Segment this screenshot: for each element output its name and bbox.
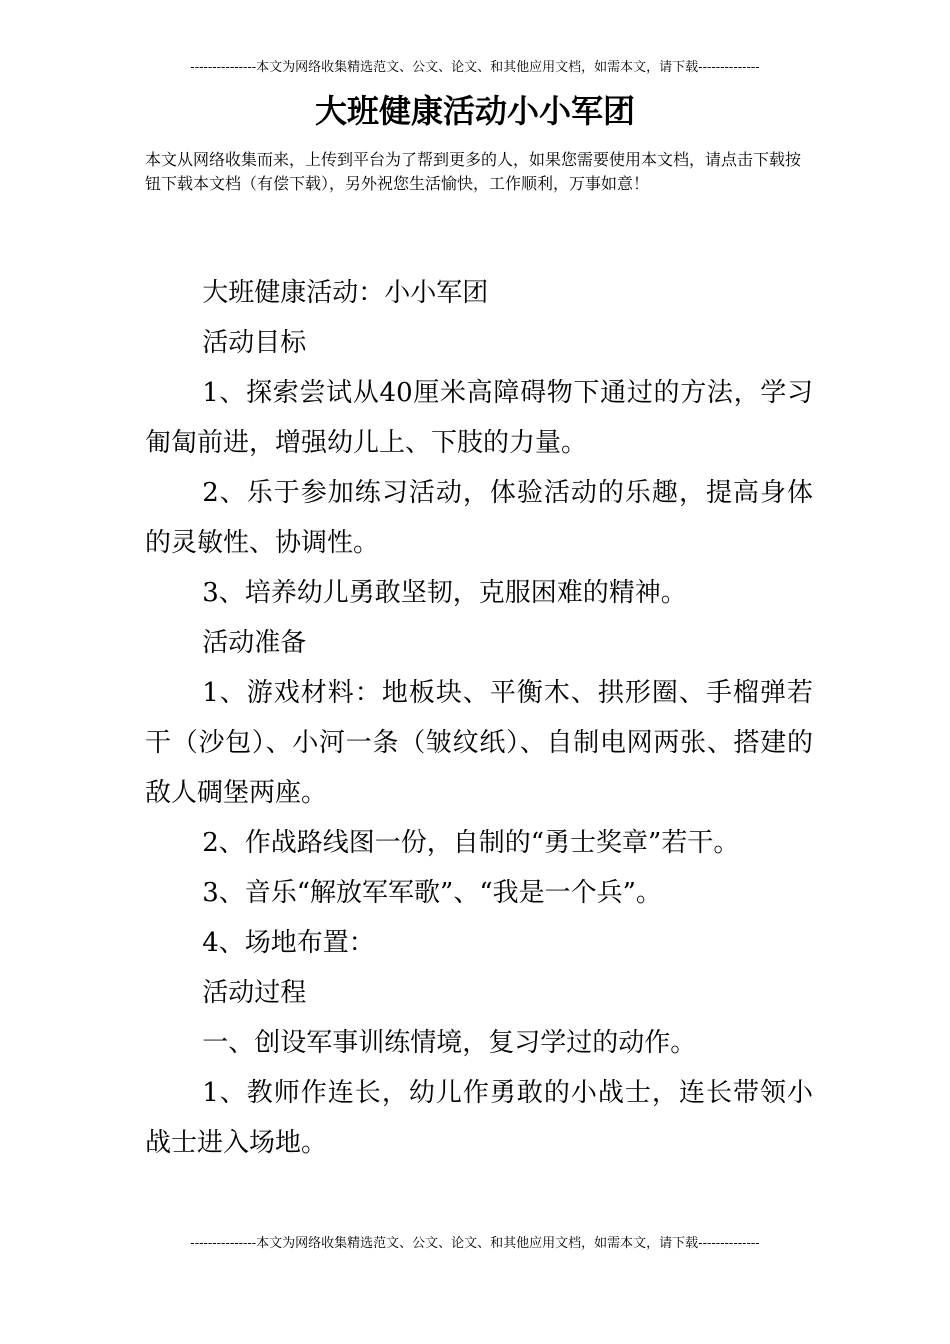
preparation-item-3: 3、音乐“解放军军歌”、“我是一个兵”。 xyxy=(202,878,662,908)
section-heading-goals: 活动目标 xyxy=(202,328,307,358)
page-footer-banner: ---------------本文为网络收集精选范文、公文、论文、和其他应用文档，如需本文，请下载-------------- xyxy=(190,1236,760,1251)
process-item-1: 1、教师作连长，幼儿作勇敢的小战士，连长带领小战士进入场地。 xyxy=(145,1078,813,1158)
preparation-item-4: 4、场地布置： xyxy=(202,928,375,958)
preparation-item-2: 2、作战路线图一份，自制的“勇士奖章”若干。 xyxy=(202,828,740,858)
document-intro: 本文从网络收集而来，上传到平台为了帮到更多的人，如果您需要使用本文档，请点击下载按钮下载本文档（有偿下载），另外祝您生活愉快，工作顺利，万事如意！ xyxy=(145,150,802,193)
goal-item-2: 2、乐于参加练习活动，体验活动的乐趣，提高身体的灵敏性、协调性。 xyxy=(145,478,813,558)
preparation-item-1: 1、游戏材料：地板块、平衡木、拱形圈、手榴弹若干（沙包）、小河一条（皱纹纸）、自制电网两张、搭建的敌人碉堡两座。 xyxy=(145,678,813,808)
page-header-banner: ---------------本文为网络收集精选范文、公文、论文、和其他应用文档，如需本文，请下载-------------- xyxy=(190,60,760,75)
process-step-heading: 一、创设军事训练情境，复习学过的动作。 xyxy=(202,1028,697,1058)
section-heading-preparation: 活动准备 xyxy=(202,628,307,658)
document-title: 大班健康活动小小军团 xyxy=(314,92,635,130)
section-heading-title: 大班健康活动：小小军团 xyxy=(202,278,489,308)
section-heading-process: 活动过程 xyxy=(202,978,307,1008)
goal-item-3: 3、培养幼儿勇敢坚韧，克服困难的精神。 xyxy=(202,578,687,608)
document-body xyxy=(145,268,813,1168)
goal-item-1: 1、探索尝试从40厘米高障碍物下通过的方法，学习匍匐前进，增强幼儿上、下肢的力量。 xyxy=(145,378,813,458)
